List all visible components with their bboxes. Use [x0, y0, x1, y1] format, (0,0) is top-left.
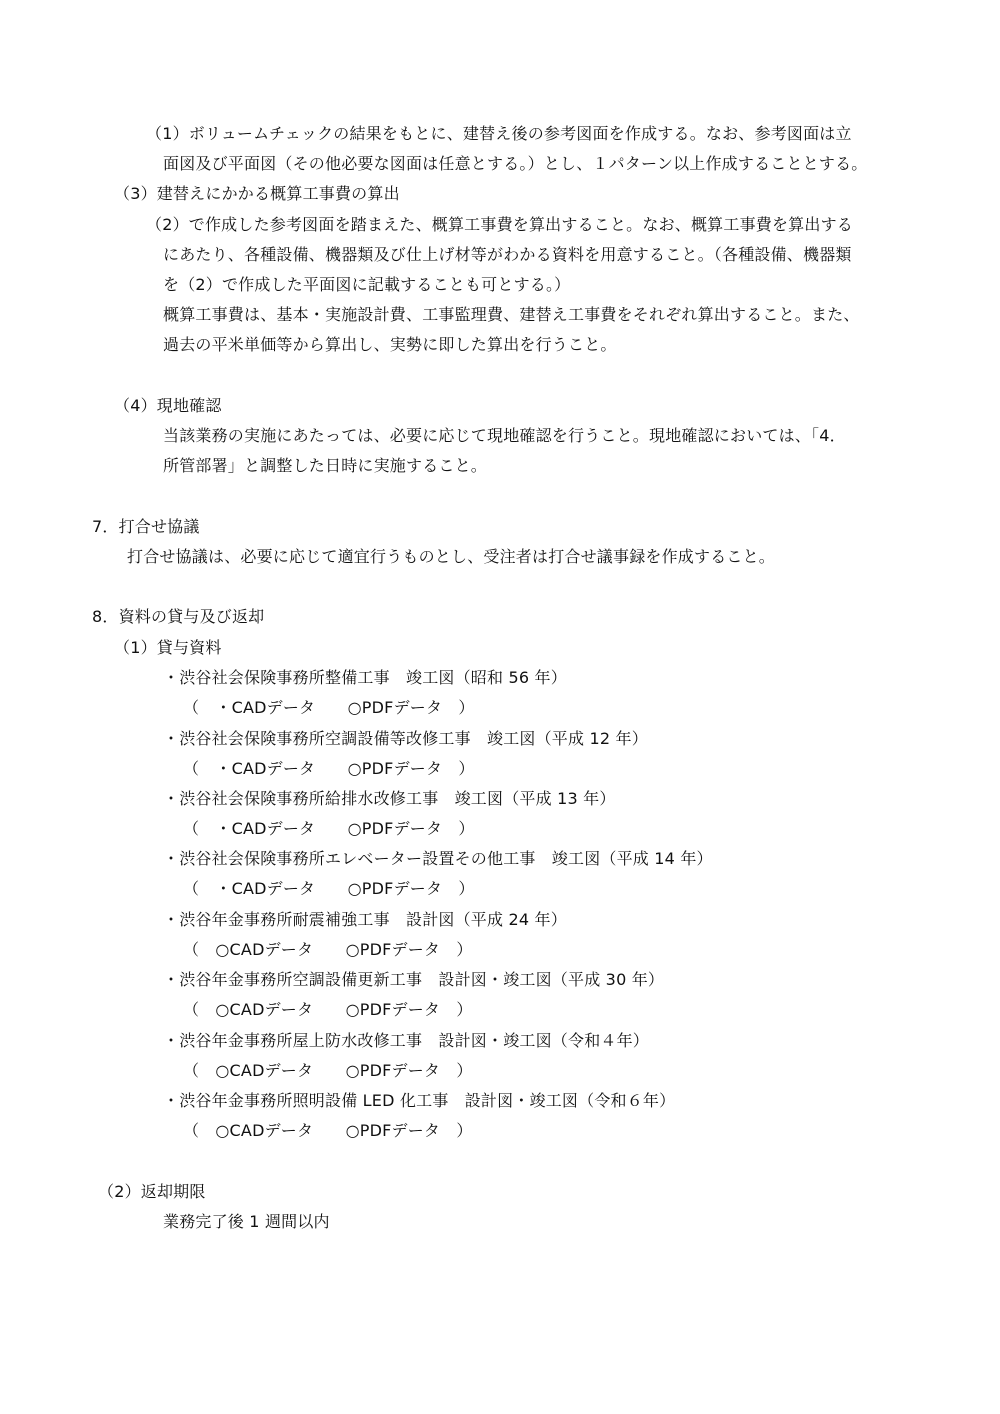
list-item-formats: （ ○CADデータ ○PDFデータ ）	[183, 1061, 473, 1080]
list-item-formats: （ ○CADデータ ○PDFデータ ）	[183, 940, 473, 959]
list-item-formats: （ ・CADデータ ○PDFデータ ）	[183, 759, 475, 778]
subsection-3-line: 過去の平米単価等から算出し、実勢に即した算出を行うこと。	[163, 335, 617, 354]
list-item-title: ・渋谷年金事務所照明設備 LED 化工事 設計図・竣工図（令和６年）	[163, 1091, 676, 1110]
list-item-formats: （ ・CADデータ ○PDFデータ ）	[183, 819, 475, 838]
list-item-formats: （ ・CADデータ ○PDFデータ ）	[183, 879, 475, 898]
subsection-3-line: 概算工事費は、基本・実施設計費、工事監理費、建替え工事費をそれぞれ算出すること。また、	[163, 305, 860, 324]
subsection-4-heading: （4）現地確認	[114, 396, 222, 415]
list-item-title: ・渋谷年金事務所耐震補強工事 設計図（平成 24 年）	[163, 910, 567, 929]
section-7-body: 打合せ協議は、必要に応じて適宜行うものとし、受注者は打合せ議事録を作成すること。	[127, 547, 776, 566]
list-item-title: ・渋谷年金事務所空調設備更新工事 設計図・竣工図（平成 30 年）	[163, 970, 665, 989]
subsection-3-line: にあたり、各種設備、機器類及び仕上げ材等がわかる資料を用意すること。（各種設備、機器類	[163, 245, 852, 264]
list-item-formats: （ ○CADデータ ○PDFデータ ）	[183, 1121, 473, 1140]
subsection-8-2-heading: （2）返却期限	[98, 1182, 206, 1201]
subsection-4-line: 所管部署」と調整した日時に実施すること。	[163, 456, 488, 475]
subsection-8-1-heading: （1）貸与資料	[114, 638, 222, 657]
section-7-heading: 7．打合せ協議	[92, 517, 200, 536]
subsection-3-heading: （3）建替えにかかる概算工事費の算出	[114, 184, 400, 203]
item1-line2: 面図及び平面図（その他必要な図面は任意とする。）とし、１パターン以上作成することとする。	[163, 154, 868, 173]
list-item-title: ・渋谷社会保険事務所整備工事 竣工図（昭和 56 年）	[163, 668, 567, 687]
list-item-title: ・渋谷社会保険事務所空調設備等改修工事 竣工図（平成 12 年）	[163, 729, 648, 748]
subsection-3-line: を（2）で作成した平面図に記載することも可とする。）	[163, 275, 571, 294]
list-item-formats: （ ○CADデータ ○PDFデータ ）	[183, 1000, 473, 1019]
list-item-title: ・渋谷社会保険事務所給排水改修工事 竣工図（平成 13 年）	[163, 789, 616, 808]
list-item-title: ・渋谷社会保険事務所エレベーター設置その他工事 竣工図（平成 14 年）	[163, 849, 713, 868]
return-deadline: 業務完了後 1 週間以内	[163, 1212, 330, 1231]
list-item-title: ・渋谷年金事務所屋上防水改修工事 設計図・竣工図（令和４年）	[163, 1031, 650, 1050]
item1-line1: （1）ボリュームチェックの結果をもとに、建替え後の参考図面を作成する。なお、参考図面は立	[146, 124, 852, 143]
subsection-3-line: （2）で作成した参考図面を踏まえた、概算工事費を算出すること。なお、概算工事費を算出する	[146, 215, 853, 234]
list-item-formats: （ ・CADデータ ○PDFデータ ）	[183, 698, 475, 717]
subsection-4-line: 当該業務の実施にあたっては、必要に応じて現地確認を行うこと。現地確認においては、「4．	[163, 426, 846, 445]
section-8-heading: 8．資料の貸与及び返却	[92, 607, 265, 626]
